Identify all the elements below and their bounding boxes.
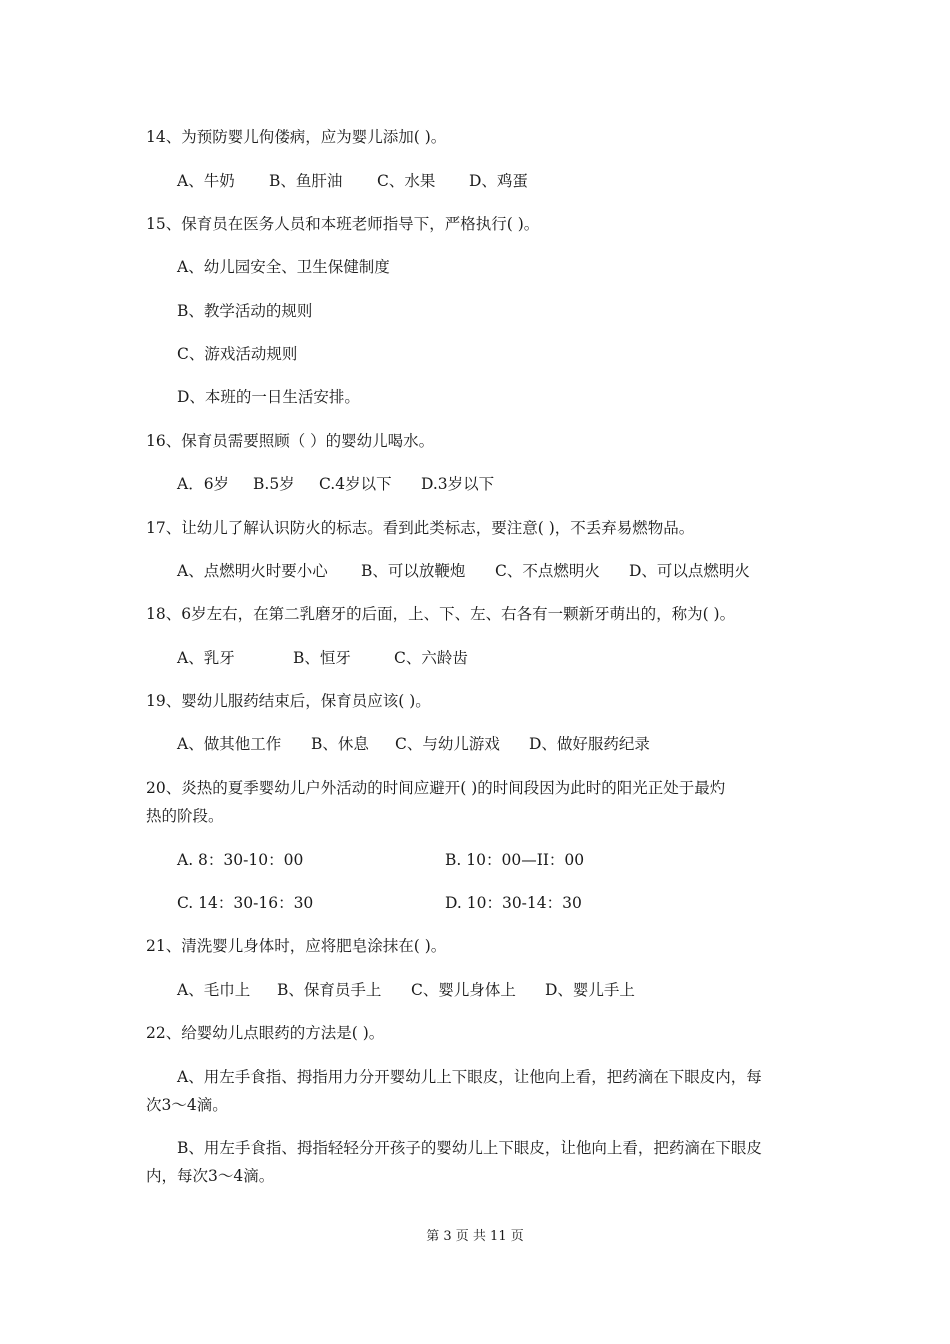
question-21-options — [177, 979, 635, 1001]
question-17-option-a: A、点燃明火时要小心 — [177, 562, 328, 580]
question-14-option-c: C、水果 — [377, 172, 436, 190]
question-19-options — [177, 733, 650, 755]
question-16-options — [177, 473, 495, 495]
question-20-option-a: A. 8：30-10：00 — [177, 851, 304, 869]
question-20-option-c: C. 14：30-16：30 — [177, 894, 314, 912]
question-14-option-b: B、鱼肝油 — [269, 172, 343, 190]
question-16-option-a: A．6岁 — [177, 475, 230, 493]
question-18-option-a: A、乳牙 — [177, 649, 235, 667]
question-18-options — [177, 647, 468, 669]
question-17-option-c: C、不点燃明火 — [495, 562, 600, 580]
question-21-option-c: C、婴儿身体上 — [411, 981, 516, 999]
question-17-options — [177, 560, 750, 582]
question-15-option-d: D、本班的一日生活安排。 — [177, 388, 360, 406]
question-19-option-c: C、与幼儿游戏 — [395, 735, 500, 753]
question-19-option-a: A、做其他工作 — [177, 735, 282, 753]
question-21-option-b: B、保育员手上 — [277, 981, 382, 999]
question-22-option-a-line-1: A、用左手食指、拇指用力分开婴幼儿上下眼皮，让他向上看，把药滴在下眼皮内，每 — [177, 1068, 762, 1086]
question-14-options — [177, 170, 528, 192]
question-16-option-b: B.5岁 — [253, 475, 295, 493]
question-20-option-d: D. 10：30-14：30 — [445, 894, 582, 912]
question-18-stem: 18、6岁左右，在第二乳磨牙的后面，上、下、左、右各有一颗新牙萌出的，称为( )。 — [146, 605, 736, 623]
page-footer: 第 3 页 共 11 页 — [426, 1229, 524, 1244]
question-20-option-b: B. 10：00—II：00 — [445, 851, 585, 869]
question-15-stem: 15、保育员在医务人员和本班老师指导下，严格执行( )。 — [146, 215, 540, 233]
question-18-option-c: C、六龄齿 — [394, 649, 468, 667]
question-21-stem: 21、清洗婴儿身体时，应将肥皂涂抹在( )。 — [146, 937, 447, 955]
question-17-option-d: D、可以点燃明火 — [629, 562, 750, 580]
question-20-stem-line-1: 20、炎热的夏季婴幼儿户外活动的时间应避开( )的时间段因为此时的阳光正处于最灼 — [146, 779, 726, 797]
question-22-stem: 22、给婴幼儿点眼药的方法是( )。 — [146, 1024, 385, 1042]
question-18-option-b: B、恒牙 — [293, 649, 351, 667]
question-21-option-a: A、毛巾上 — [177, 981, 251, 999]
question-19-option-d: D、做好服药纪录 — [529, 735, 650, 753]
question-14-stem: 14、为预防婴儿佝偻病，应为婴儿添加( )。 — [146, 128, 447, 146]
question-16-stem: 16、保育员需要照顾（ ）的婴幼儿喝水。 — [146, 432, 435, 450]
question-14-option-d: D、鸡蛋 — [469, 172, 528, 190]
question-19-option-b: B、休息 — [311, 735, 369, 753]
question-22-option-a-line-2: 次3～4滴。 — [146, 1096, 228, 1114]
question-15-option-a: A、幼儿园安全、卫生保健制度 — [177, 258, 390, 276]
question-17-option-b: B、可以放鞭炮 — [361, 562, 466, 580]
question-17-stem: 17、让幼儿了解认识防火的标志。看到此类标志，要注意( )，不丢弃易燃物品。 — [146, 519, 695, 537]
question-21-option-d: D、婴儿手上 — [545, 981, 635, 999]
question-20-stem-line-2: 热的阶段。 — [146, 807, 224, 825]
question-14-option-a: A、牛奶 — [177, 172, 235, 190]
question-22-option-b-line-1: B、用左手食指、拇指轻轻分开孩子的婴幼儿上下眼皮，让他向上看，把药滴在下眼皮 — [177, 1139, 762, 1157]
question-22-option-b-line-2: 内，每次3～4滴。 — [146, 1167, 275, 1185]
question-19-stem: 19、婴幼儿服药结束后，保育员应该( )。 — [146, 692, 431, 710]
question-16-option-d: D.3岁以下 — [421, 475, 495, 493]
question-16-option-c: C.4岁以下 — [319, 475, 392, 493]
question-15-option-b: B、教学活动的规则 — [177, 302, 313, 320]
question-15-option-c: C、游戏活动规则 — [177, 345, 298, 363]
